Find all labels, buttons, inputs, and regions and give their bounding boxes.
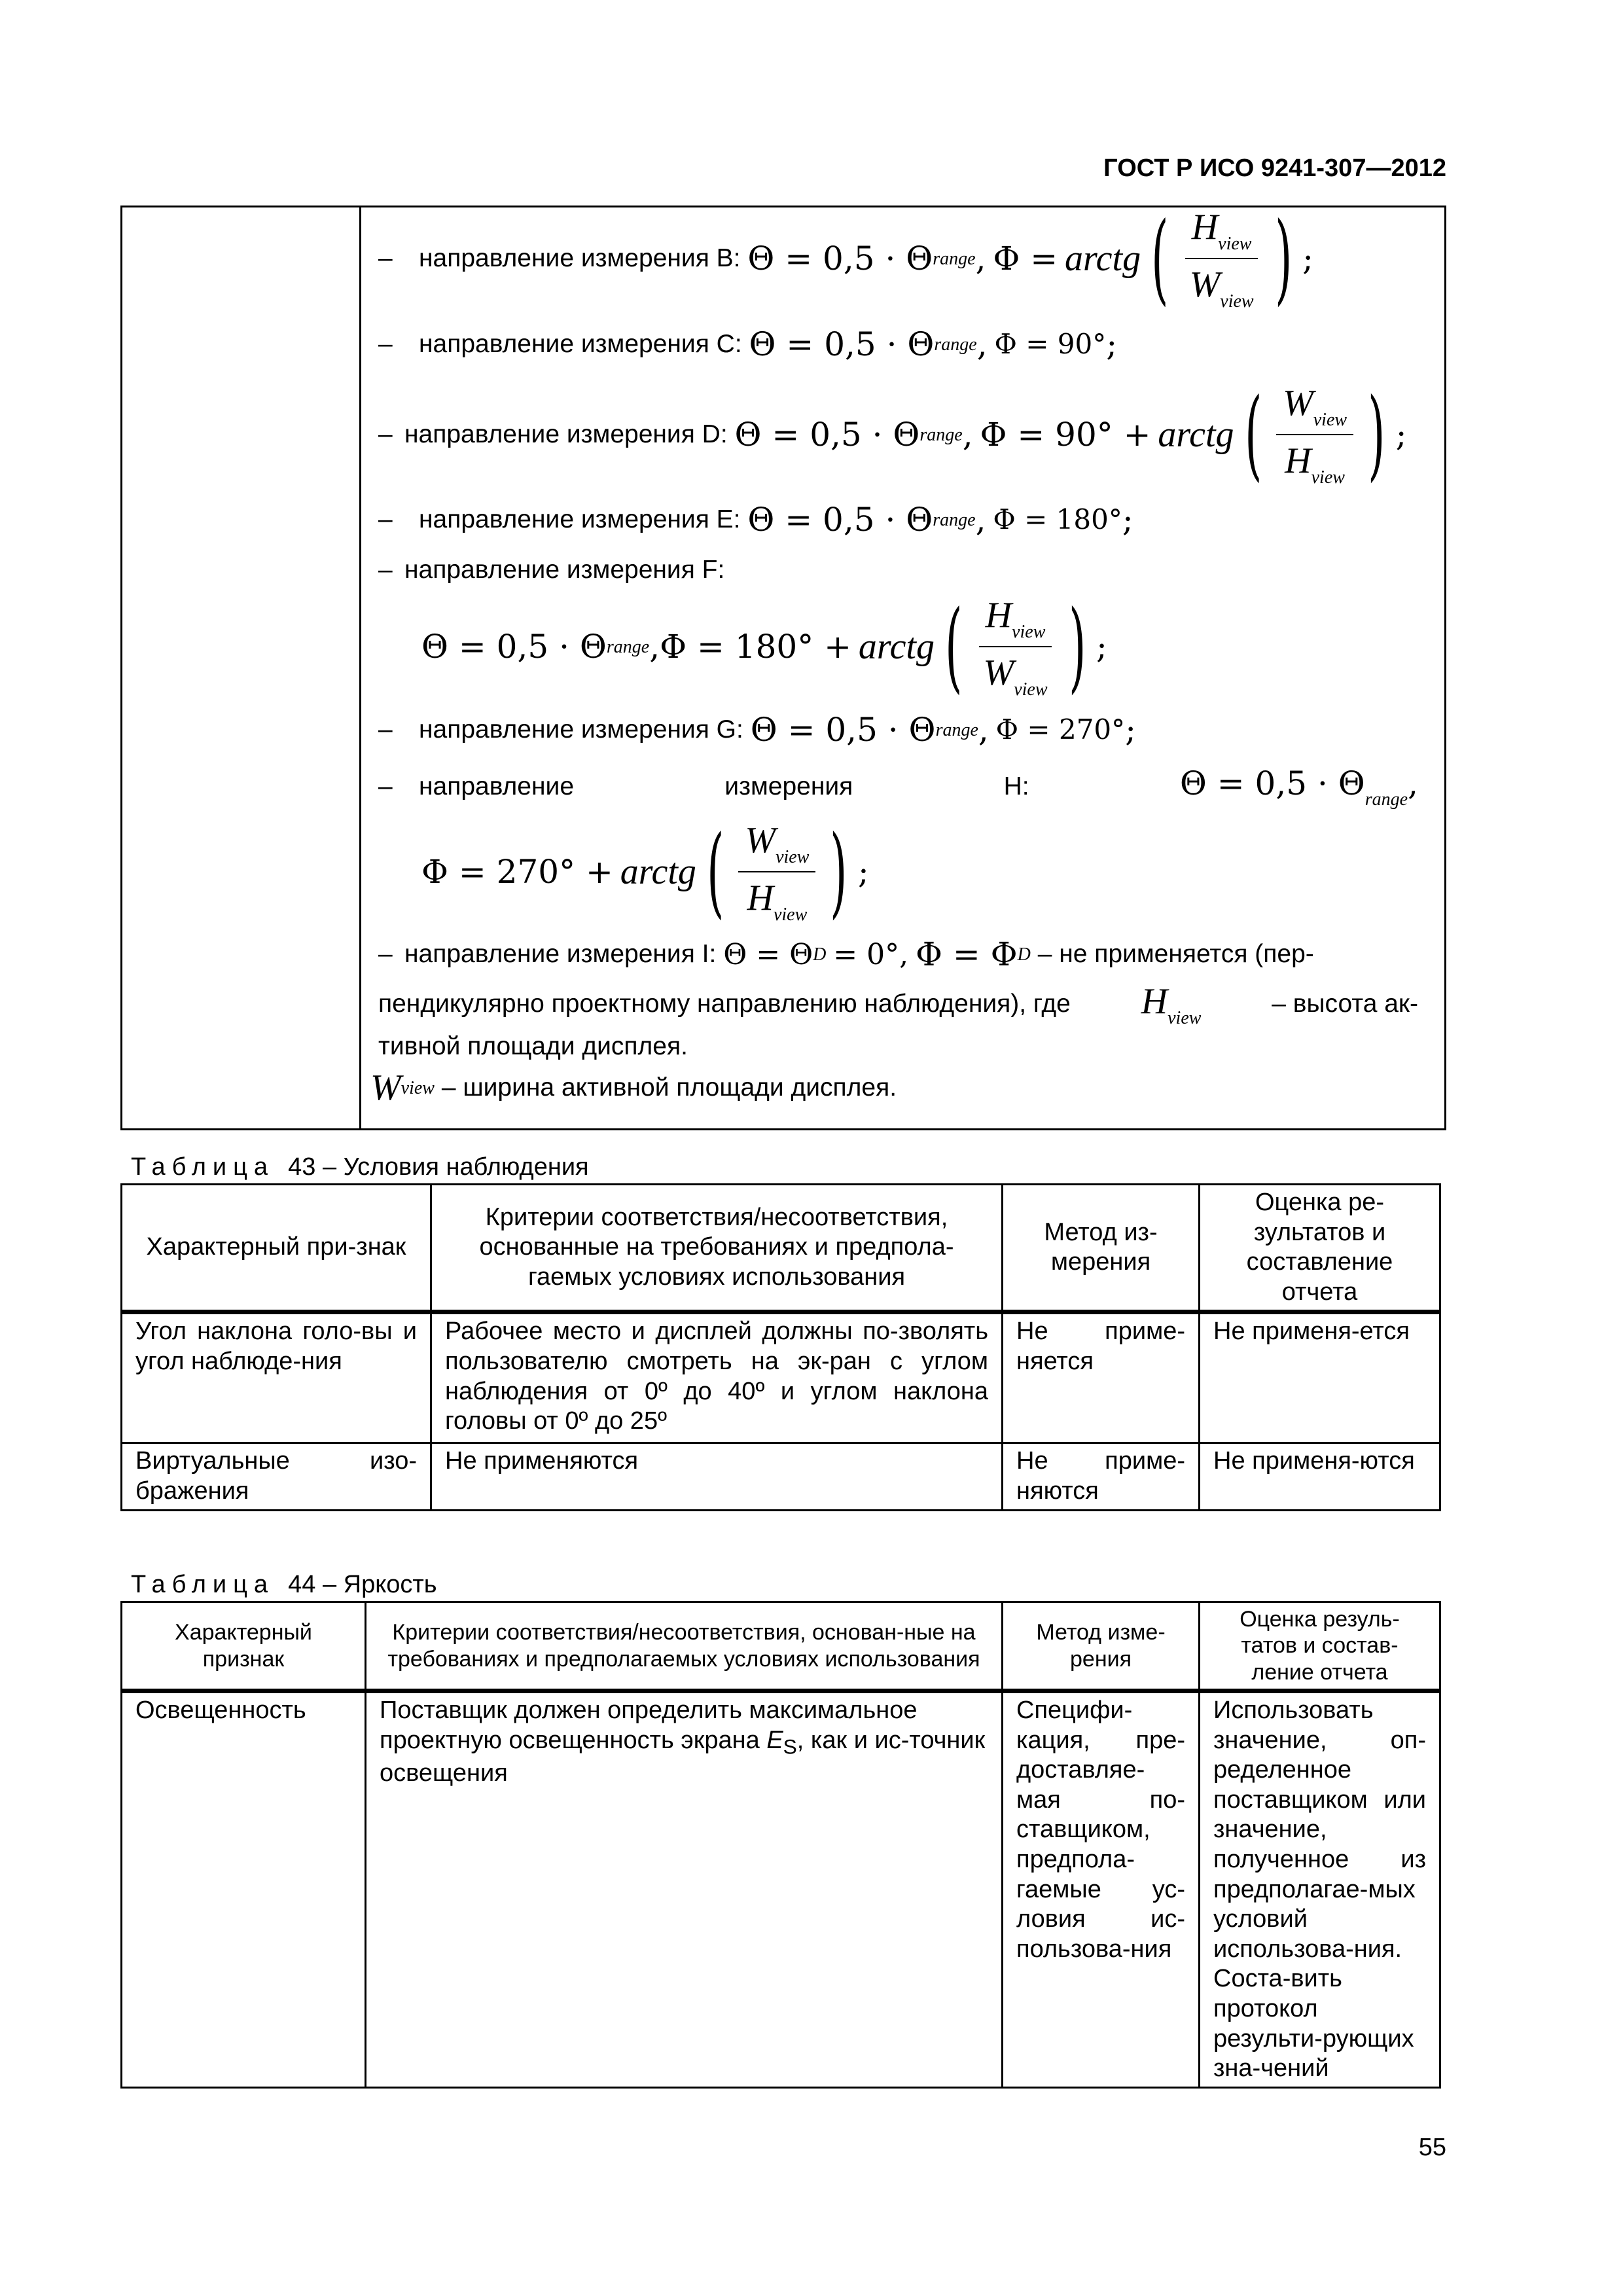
- t43-r1-evaluation: Не применя-ется: [1200, 1312, 1440, 1443]
- table-43: [120, 1183, 1441, 1511]
- direction-e: – направление измерения E: Θ = 0,5 · Θ range , Φ = 180° ;: [378, 500, 1133, 539]
- t43-r1-feature: Угол наклона голо-вы и угол наблюде-ния: [122, 1312, 431, 1443]
- direction-h-label: – направление измерения H: $\Theta = 0,5 \cdot \Theta_{range}$,: [378, 764, 1418, 810]
- t44-r1-method: Специфи-кация, пре-доставляе-мая по-ставщиком, предпола-гаемые ус-ловия ис-пользова-ния: [1003, 1691, 1200, 2088]
- w-view-definition: W view – ширина активной площади дисплея.: [370, 1067, 897, 1108]
- direction-i-end: тивной площади дисплея.: [378, 1031, 688, 1060]
- t44-r1-criteria: Поставщик должен определить максимальное проектную освещенность экрана $E_S$, как и ис-точник освещения: [366, 1691, 1003, 2088]
- t44-header-criteria: Критерии соответствия/несоответствия, основан-ные на требованиях и предполагаемых условиях использования: [366, 1602, 1003, 1691]
- t43-r2-evaluation: Не применя-ются: [1200, 1443, 1440, 1510]
- direction-d: – направление измерения D: Θ = 0,5 · Θ range , Φ = 90° + arctg ( $\frac{W_{view}}{H_{view}}$ ) ;: [378, 378, 1407, 492]
- direction-f-label: – направление измерения F:: [378, 555, 725, 584]
- empty-cell: [122, 207, 361, 1130]
- t43-header-criteria: Критерии соответствия/несоответствия, основанные на требованиях и предпола-гаемых условиях использования: [431, 1185, 1003, 1312]
- t43-r1-method: Не приме-няется: [1003, 1312, 1200, 1443]
- document-header: ГОСТ Р ИСО 9241-307—2012: [1103, 154, 1446, 182]
- direction-i-cont: пендикулярно проектному направлению наблюдения), где $H_{view}$ – высота ак-: [378, 981, 1418, 1028]
- t44-header-feature: Характерный признак: [122, 1602, 366, 1691]
- table43-caption: Таблица 43 – Условия наблюдения: [131, 1153, 589, 1181]
- t43-r2-feature: Виртуальные изо-бражения: [122, 1443, 431, 1510]
- t43-header-feature: Характерный при-знак: [122, 1185, 431, 1312]
- t44-r1-evaluation: Использовать значение, оп-ределенное поставщиком или значение, полученное из предполагае-мых условий использова-ния. Соста-вить протокол результи-рующих зна-чений: [1200, 1691, 1440, 2088]
- t43-header-evaluation: Оценка ре-зультатов и составление отчета: [1200, 1185, 1440, 1312]
- t44-header-method: Метод изме-рения: [1003, 1602, 1200, 1691]
- table-44: [120, 1601, 1441, 2089]
- t44-header-evaluation: Оценка резуль-татов и состав-ление отчета: [1200, 1602, 1440, 1691]
- continuation-table: [120, 202, 1446, 1130]
- direction-b: – направление измерения B: Θ = 0,5 · Θ range , Φ = arctg ( $\frac{H_{view}}{W_{view}}$ ) ;: [378, 202, 1313, 315]
- t43-r1-criteria: Рабочее место и дисплей должны по-зволять пользователю смотреть на эк-ран с углом наблюдения от 0º до 40º и углом наклона головы от 0º до 25º: [431, 1312, 1003, 1443]
- table-row: [122, 1691, 1440, 2088]
- t43-r2-criteria: Не применяются: [431, 1443, 1003, 1510]
- direction-c: – направление измерения C: Θ = 0,5 · Θ range , Φ = 90° ;: [378, 325, 1118, 363]
- table-row: [122, 1312, 1440, 1443]
- directions-cell: [361, 202, 1446, 1130]
- direction-g: – направление измерения G: Θ = 0,5 · Θ range , Φ = 270° ;: [378, 710, 1136, 749]
- t44-r1-feature: Освещенность: [122, 1691, 366, 2088]
- t43-r2-method: Не приме-няются: [1003, 1443, 1200, 1510]
- table-row: [122, 1443, 1440, 1510]
- direction-i: – направление измерения I: Θ = Θ D = 0°, Φ = Φ D – не применяется (пер-: [378, 935, 1314, 973]
- page-number: 55: [1418, 2134, 1446, 2161]
- table44-caption: Таблица 44 – Яркость: [131, 1571, 437, 1598]
- t43-header-method: Метод из-мерения: [1003, 1185, 1200, 1312]
- direction-f-formula: Θ = 0,5 · Θ range , Φ = 180° + arctg ( $\frac{H_{view}}{W_{view}}$ ) ;: [421, 590, 1107, 704]
- direction-h-formula: Φ = 270° + arctg ( $\frac{W_{view}}{H_{view}}$ ) ;: [421, 815, 869, 929]
